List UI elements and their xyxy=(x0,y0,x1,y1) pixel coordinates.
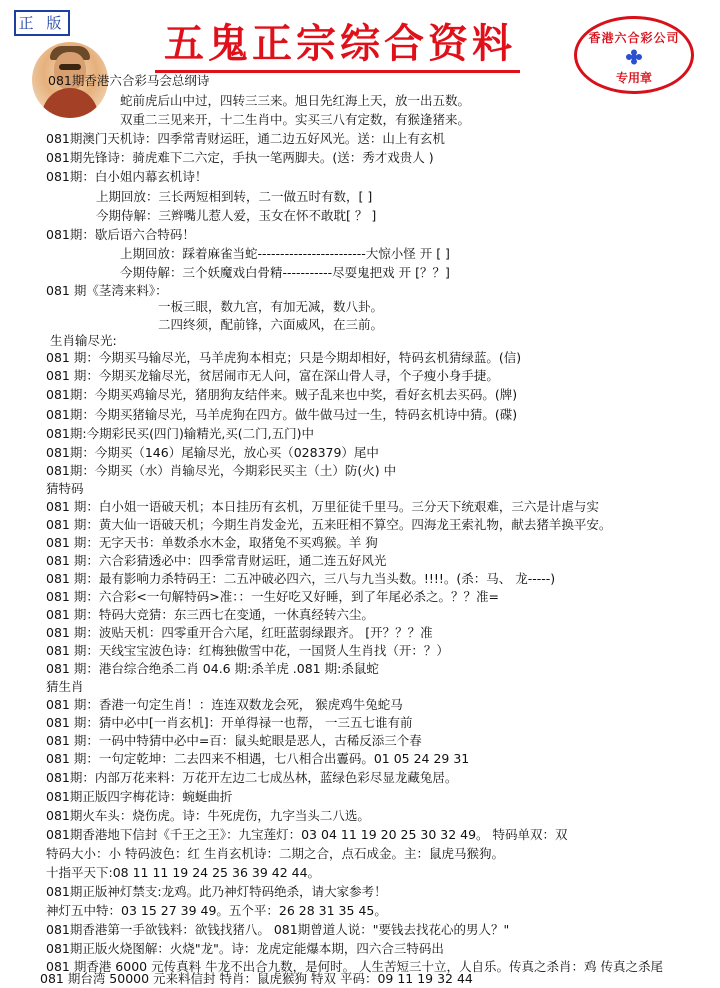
text-line: 十指平天下:08 11 11 19 24 25 36 39 42 44。 xyxy=(46,865,321,880)
text-line: 081期：今期买（水）肖输尽光，今期彩民买主（土）防(火) 中 xyxy=(46,463,397,478)
text-line: 081 期：白小姐一语破天机；本日挂历有玄机，万里征徒千里马。三分天下统艰难，三六是计虐与实 xyxy=(46,499,599,514)
text-line: 081期火车头：烧伤虎。诗：牛死虎伤，九字当头二八选。 xyxy=(46,808,370,823)
text-line: 二四终须，配前锋，六面威风，在三前。 xyxy=(158,317,384,332)
text-line: 081 期台湾 50000 元来料信封 特肖：鼠虎猴狗 特双 平码：09 11 19 32 44 xyxy=(40,971,473,986)
text-line: 081 期：黄大仙一语破天机；今期生肖发金光，五来旺相不算空。四海龙王索礼物，献去猪羊换平安。 xyxy=(46,517,612,532)
text-line: 081 期：今期买龙输尽光，贫居闹市无人问，富在深山骨人寻，个子瘦小身手捷。 xyxy=(46,368,499,383)
zhengban-badge: 正 版 xyxy=(14,10,70,36)
text-line: 081期香港第一手欲钱料：欲钱找猪八。 081期曾道人说："要钱去找花心的男人？" xyxy=(46,922,510,937)
text-line: 081期：今期买（146）尾输尽光，放心买（028379）尾中 xyxy=(46,445,379,460)
text-line: 081 期：波贴天机：四零重开合六尾，红旺蓝弱绿跟齐。 [开？？？准 xyxy=(46,625,433,640)
text-line: 081 期：今期买马输尽光，马羊虎狗本相克；只是今期却相好，特码玄机猜绿蓝。(信) xyxy=(46,350,522,365)
text-line: 081 期：六合彩猜透必中：四季常青财运旺，通二连五好风光 xyxy=(46,553,387,568)
text-line: 上期回放：踩着麻雀当蛇------------------------大惊小怪 开 [ ] xyxy=(120,246,450,261)
text-line: 蛇前虎后山中过，四转三三来。旭日先红海上天，放一出五数。 xyxy=(120,93,471,108)
text-line: 081 期：一码中特猜中必中=百：鼠头蛇眼是恶人，古稀反添三个春 xyxy=(46,733,422,748)
text-line: 神灯五中特：03 15 27 39 49。五个平：26 28 31 35 45。 xyxy=(46,903,387,918)
text-line: 081 期：港台综合绝杀二肖 04.6 期:杀羊虎 .081 期:杀鼠蛇 xyxy=(46,661,379,676)
text-line: 081期澳门天机诗：四季常青财运旺，通二边五好风光。送：山上有玄机 xyxy=(46,131,445,146)
seal-bottom-text: 专用章 xyxy=(615,71,652,85)
text-line: 081期先锋诗：骑虎难下二六定，手执一笔两脚夫。(送：秀才戏贵人 ) xyxy=(46,150,434,165)
text-line: 081期香港六合彩马会总纲诗 xyxy=(48,73,210,88)
text-line: 生肖输尽光: xyxy=(50,333,117,348)
text-line: 081期正版四字梅花诗：蜿蜒曲折 xyxy=(46,789,233,804)
text-line: 081期：歇后语六合特码！ xyxy=(46,227,195,242)
text-line: 081 期：无字天书：单数杀水木金，取猪兔不买鸡猴。羊 狗 xyxy=(46,535,378,550)
text-line: 081 期香港 6000 元传真料 牛龙不出合九数，是何时。 人生苦短三十立，人自乐。传真之杀肖：鸡 传真之杀尾 xyxy=(46,959,664,974)
text-line: 081 期：天线宝宝波色诗：红梅独傲雪中花，一国贤人生肖找（开：？） xyxy=(46,643,449,658)
text-line: 081期香港地下信封《千王之王》：九宝莲灯：03 04 11 19 20 25 30 32 49。 特码单双：双 xyxy=(46,827,568,842)
text-line: 上期回放：三长两短相到转，二一做五时有数，[ ] xyxy=(96,189,373,204)
text-line: 猜特码 xyxy=(46,481,84,496)
text-line: 猜生肖 xyxy=(46,679,84,694)
text-line: 081 期：猜中必中[一肖玄机]：开单得禄一也帮， 一三五七谁有前 xyxy=(46,715,413,730)
text-line: 081 期：香港一句定生肖！：连连双数龙会死， 猴虎鸡牛兔蛇马 xyxy=(46,697,403,712)
text-line: 081 期：一句定乾坤：二去四来不相遇，七八相合出霻码。01 05 24 29 31 xyxy=(46,751,470,766)
text-line: 一板三眼，数九宫，有加无减，数八卦。 xyxy=(158,299,384,314)
text-line: 081 期：六合彩<一句解特码>准：：一生好吃又好睡，到了年尾必杀之。？？准= xyxy=(46,589,500,604)
text-line: 双重二三见来开，十二生肖中。实买三八有定数，有猴逢猪来。 xyxy=(120,112,471,127)
text-line: 今期侍解：三辫嘴儿惹人爱，玉女在怀不敢耽[ ？ ] xyxy=(96,208,377,223)
text-line: 特码大小：小 特码波色：红 生肖玄机诗：二期之合，点石成金。主：鼠虎马猴狗。 xyxy=(46,846,504,861)
text-line: 今期侍解：三个妖魔戏白骨精-----------尽耍鬼把戏 开 [？？] xyxy=(120,265,450,280)
text-line: 081 期《茎湾来料》： xyxy=(46,283,168,298)
text-line: 081期：内部万花来料：万花开左边二七成丛林，蓝绿色彩尽显龙藏兔居。 xyxy=(46,770,458,785)
text-line: 081期：今期买猪输尽光，马羊虎狗在四方。做牛做马过一生，特码玄机诗中猜。(碟) xyxy=(46,407,518,422)
text-line: 081期：白小姐内幕玄机诗！ xyxy=(46,169,208,184)
page-title: 五鬼正宗综合资料 xyxy=(164,20,516,67)
text-line: 081期：今期买鸡输尽光，猪朋狗友结伴来。贼子乱来也中奖，看好玄机去买码。(牌) xyxy=(46,387,518,402)
text-line: 081期:今期彩民买(四门)输精光,买(二门,五门)中 xyxy=(46,426,315,441)
text-line: 081 期：最有影响力杀特码王：二五冲破必四六，三八与九当头数。!!!!。(杀：马、 龙-----) xyxy=(46,571,556,586)
text-line: 081期正版火烧图解：火烧"龙"。诗：龙虎定能爆本期，四六合三特码出 xyxy=(46,941,444,956)
text-line: 081 期：特码大竞猜：东三西七在变通，一休真经转六尘。 xyxy=(46,607,374,622)
text-line: 081期正版神灯禁支:龙鸡。此乃神灯特码绝杀，请大家参考！ xyxy=(46,884,387,899)
seal-top-text: 香港六合彩公司 xyxy=(588,31,680,45)
